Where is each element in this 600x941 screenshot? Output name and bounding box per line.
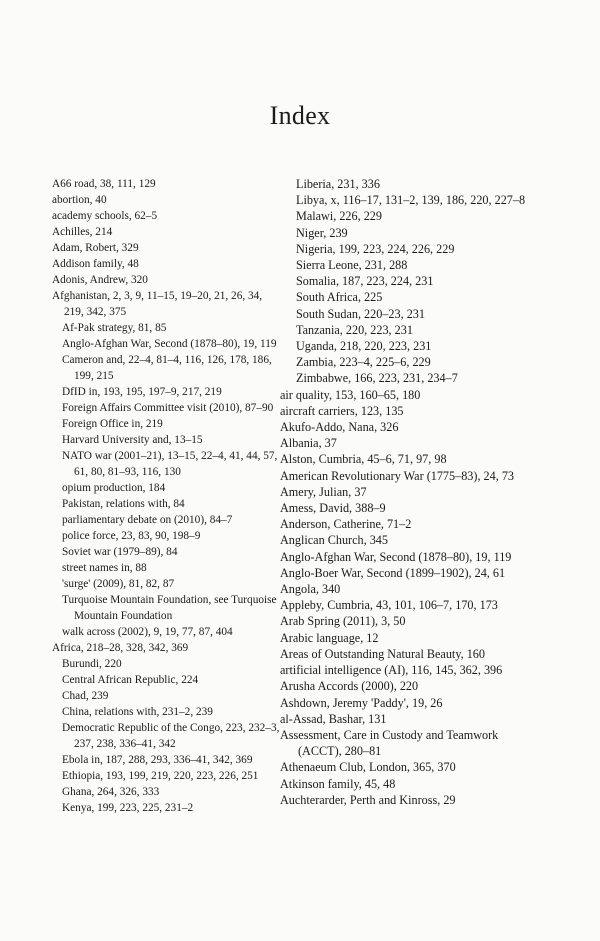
index-entry: Assessment, Care in Custody and Teamwork (ACCT), 280–81 [280,727,499,759]
index-subentry: NATO war (2001–21), 13–15, 22–4, 41, 44, 57, 61, 80, 81–93, 116, 130 [62,450,278,478]
index-entry: al-Assad, Bashar, 131 [280,711,387,726]
index-subentry: South Africa, 225 [296,290,383,305]
index-entry: air quality, 153, 160–65, 180 [280,387,421,402]
index-entry: Anglo-Afghan War, Second (1878–80), 19, 119 [280,549,512,564]
index-subentry: Uganda, 218, 220, 223, 231 [296,339,432,354]
index-entry: academy schools, 62–5 [52,210,158,222]
index-subentry: street names in, 88 [62,562,147,574]
index-subentry: walk across (2002), 9, 19, 77, 87, 404 [62,626,233,638]
index-subentry: Sierra Leone, 231, 288 [296,258,408,273]
index-subentry: Af-Pak strategy, 81, 85 [62,322,167,334]
index-column-right [280,176,530,808]
index-subentry: Turquoise Mountain Foundation, see Turquoise Mountain Foundation [62,594,277,622]
index-entry: Akufo-Addo, Nana, 326 [280,420,399,435]
index-subentry: Nigeria, 199, 223, 224, 226, 229 [296,241,455,256]
index-entry: Ashdown, Jeremy 'Paddy', 19, 26 [280,695,443,710]
index-entry: Addison family, 48 [52,258,139,270]
index-entry: Anglican Church, 345 [280,533,388,548]
index-subentry: Liberia, 231, 336 [296,177,380,191]
index-subentry: Pakistan, relations with, 84 [62,498,185,510]
index-column-left [52,176,280,816]
index-subentry: Foreign Affairs Committee visit (2010), 87–90 [62,402,274,414]
index-subentry: Niger, 239 [296,225,348,240]
index-subentry: South Sudan, 220–23, 231 [296,306,425,321]
index-entry: Areas of Outstanding Natural Beauty, 160 [280,646,485,661]
index-entry: abortion, 40 [52,194,107,206]
index-subentry: Cameron and, 22–4, 81–4, 116, 126, 178, 186, 199, 215 [62,354,272,382]
index-subentry: police force, 23, 83, 90, 198–9 [62,530,201,542]
index-subentry: Chad, 239 [62,690,109,702]
index-entry: Appleby, Cumbria, 43, 101, 106–7, 170, 173 [280,598,498,613]
index-entry: Amery, Julian, 37 [280,484,367,499]
index-entry: Albania, 37 [280,436,337,451]
index-entry: Angola, 340 [280,582,341,597]
index-entry: Arab Spring (2011), 3, 50 [280,614,406,629]
index-subentry: China, relations with, 231–2, 239 [62,706,213,718]
index-subentry: Ebola in, 187, 288, 293, 336–41, 342, 369 [62,754,253,766]
index-subentry: opium production, 184 [62,482,166,494]
index-subentry: Anglo-Afghan War, Second (1878–80), 19, 119 [62,338,277,350]
index-entry: Adonis, Andrew, 320 [52,274,148,286]
index-subentry: Democratic Republic of the Congo, 223, 232–3, 237, 238, 336–41, 342 [62,722,280,750]
index-subentry: Malawi, 226, 229 [296,209,382,224]
index-subentry: Burundi, 220 [62,658,122,670]
index-entry: artificial intelligence (AI), 116, 145, 362, 396 [280,663,503,678]
index-entry: Amess, David, 388–9 [280,501,386,516]
index-subentry: Harvard University and, 13–15 [62,434,203,446]
index-subentry: Libya, x, 116–17, 131–2, 139, 186, 220, 227–8 [296,193,526,208]
index-entry: American Revolutionary War (1775–83), 24, 73 [280,468,515,483]
page-title: Index [269,101,331,131]
index-subentry: Foreign Office in, 219 [62,418,163,430]
index-subentry: Ghana, 264, 326, 333 [62,786,160,798]
index-entry: A66 road, 38, 111, 129 [52,178,156,190]
index-entry: Adam, Robert, 329 [52,242,139,254]
index-subentry: Central African Republic, 224 [62,674,199,686]
index-subentry: Zimbabwe, 166, 223, 231, 234–7 [296,371,458,386]
index-subentry: Ethiopia, 193, 199, 219, 220, 223, 226, 251 [62,770,259,782]
index-entry: Auchterarder, Perth and Kinross, 29 [280,792,456,807]
index-entry: Arabic language, 12 [280,630,379,645]
index-entry: Africa, 218–28, 328, 342, 369 [52,642,189,654]
index-subentry: Zambia, 223–4, 225–6, 229 [296,355,431,370]
index-entry: aircraft carriers, 123, 135 [280,403,404,418]
index-subentry: 'surge' (2009), 81, 82, 87 [62,578,175,590]
index-entry: Anderson, Catherine, 71–2 [280,517,412,532]
index-entry: Achilles, 214 [52,226,113,238]
index-subentry: Kenya, 199, 223, 225, 231–2 [62,802,194,814]
index-entry: Arusha Accords (2000), 220 [280,679,419,694]
index-subentry: parliamentary debate on (2010), 84–7 [62,514,233,526]
index-subentry: Tanzania, 220, 223, 231 [296,322,413,337]
index-subentry: DfID in, 193, 195, 197–9, 217, 219 [62,386,222,398]
index-entry: Afghanistan, 2, 3, 9, 11–15, 19–20, 21, 26, 34, 219, 342, 375 [52,290,263,318]
index-entry: Atkinson family, 45, 48 [280,776,396,791]
index-entry: Athenaeum Club, London, 365, 370 [280,760,456,775]
index-entry: Alston, Cumbria, 45–6, 71, 97, 98 [280,452,447,467]
index-subentry: Somalia, 187, 223, 224, 231 [296,274,434,289]
index-entry: Anglo-Boer War, Second (1899–1902), 24, 61 [280,565,506,580]
index-subentry: Soviet war (1979–89), 84 [62,546,178,558]
